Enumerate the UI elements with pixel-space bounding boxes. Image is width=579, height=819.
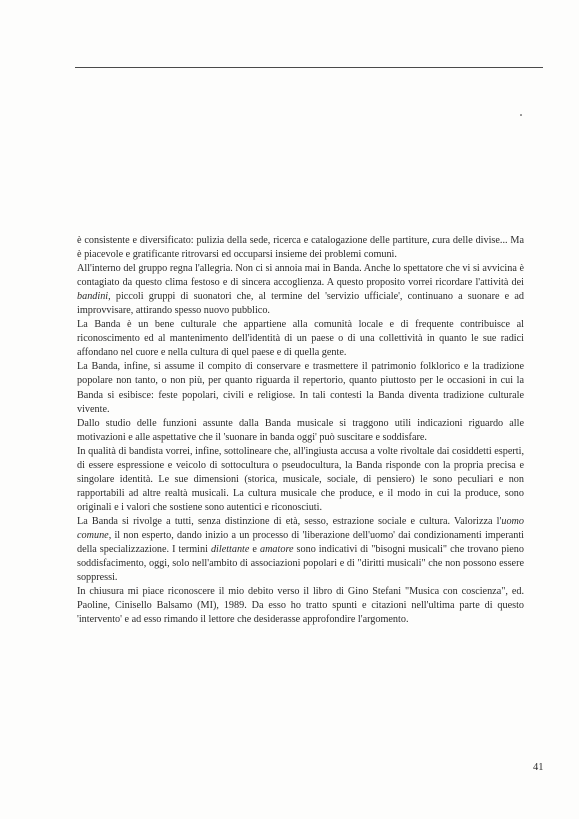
text-run: All'interno del gruppo regna l'allegria. Non ci si annoia mai in Banda. Anche lo spettatore che vi si avvicina è contagiato da questo clima festoso e di sincera accoglienza. A questo proposito vorrei ricordare l'attività dei xyxy=(77,263,524,289)
scan-speck xyxy=(520,114,522,116)
text-run: , il non esperto, dando inizio a un processo di 'liberazione dell'uomo' dai condizionamenti imperanti della specializzazione. I termini xyxy=(77,529,524,556)
paragraph xyxy=(77,585,524,627)
text-run: sono indicativi di "bisogni musicali" che trovano pieno soddisfacimento, oggi, solo nell'ambito di associazioni popolari e di "diritti musicali" che non possono essere soppressi. xyxy=(77,544,524,584)
paragraph xyxy=(77,360,524,416)
italic-term: bandini xyxy=(77,291,109,303)
text-run: La Banda, infine, si assume il compito di conservare e trasmettere il patrimonio folklorico e la tradizione popolare non tanto, o non più, per quanto riguarda il repertorio, quanto piuttosto per le occasioni in cui la Banda si esibisce: feste popolari, civili e religiose. In tali contesti la Banda diventa tradizione culturale vivente. xyxy=(77,361,524,415)
text-run: e xyxy=(249,544,260,556)
paragraph xyxy=(77,234,524,262)
paragraph xyxy=(77,445,524,515)
paragraph xyxy=(77,262,524,318)
page-number: 41 xyxy=(533,762,544,773)
paragraph xyxy=(77,318,524,360)
text-run: , piccoli gruppi di suonatori che, al termine del 'servizio ufficiale', continuano a suonare e ad improvvisare, attirando spesso nuovo pubblico. xyxy=(77,291,524,317)
text-run: La Banda si rivolge a tutti, senza distinzione di età, sesso, estrazione sociale e cultura. Valorizza l' xyxy=(77,515,502,527)
paragraph xyxy=(77,515,524,585)
italic-term: dilettante xyxy=(210,544,250,556)
paragraph xyxy=(77,417,524,445)
italic-term: uomo comune xyxy=(77,515,524,541)
body-text xyxy=(77,234,524,627)
header-rule xyxy=(75,67,543,68)
italic-term: amatore xyxy=(259,544,294,556)
text-run: In qualità di bandista vorrei, infine, sottolineare che, all'ingiusta accusa a volte rivoltale dai cosiddetti esperti, di essere espressione e veicolo di sottocultura o pseudocultura, la Banda risponde con la propria precisa e singolare identità. Le sue dimensioni (storica, musicale, sociale, di pensiero) le sono peculiari e non rapportabili ad altre realtà musicali. La cultura musicale che produce, e il modo in cui la produce, sono originali e i valori che sostiene sono autentici e riconosciuti. xyxy=(77,445,524,513)
text-run: La Banda è un bene culturale che appartiene alla comunità locale e di frequente contribuisce al riconoscimento ed al mantenimento dell'identità di un paese o di una collettività in quanto le sue radici affondano nel cuore e nella cultura di quel paese e di quella gente. xyxy=(77,319,524,359)
text-run: In chiusura mi piace riconoscere il mio debito verso il libro di Gino Stefani "Musica con coscienza", ed. Paoline, Cinisello Balsamo (MI), 1989. Da esso ho tratto spunti e citazioni nell'ultima parte di questo 'intervento' e ad esso rimando il lettore che desiderasse approfondire l'argomento. xyxy=(77,586,524,626)
text-run: è consistente e diversificato: pulizia della sede, ricerca e catalogazione delle partiture, cura delle divise... Ma è piacevole e gratificante ritrovarsi ed occuparsi insieme dei problemi comuni. xyxy=(77,235,524,261)
text-run: Dallo studio delle funzioni assunte dalla Banda musicale si traggono utili indicazioni riguardo alle motivazioni e alle aspettative che il 'suonare in banda oggi' può suscitare e soddisfare. xyxy=(77,417,524,443)
